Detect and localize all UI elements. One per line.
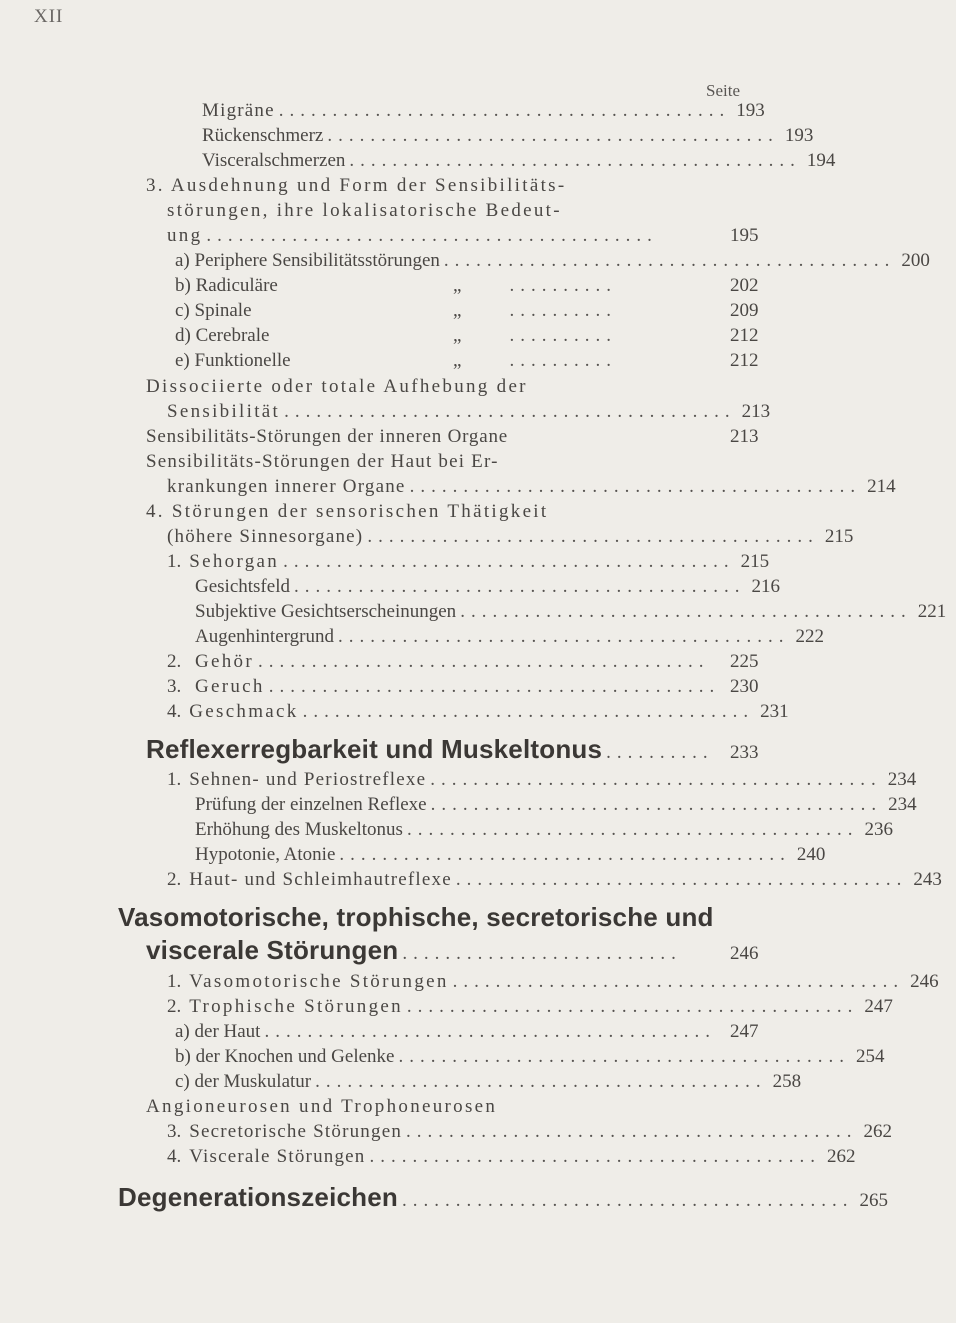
entry-page: 202 — [730, 275, 759, 296]
entry-title: Geschmack — [189, 701, 299, 722]
toc-entry — [175, 250, 930, 272]
toc-entry — [167, 1121, 893, 1143]
entry-title: Sensibilität — [167, 401, 281, 422]
entry-page: 233 — [730, 742, 759, 763]
leader-dots: .......................................... — [339, 844, 791, 865]
entry-page: 209 — [730, 300, 759, 321]
entry-page: 225 — [730, 651, 759, 672]
toc-entry-line: Angioneurosen und Trophoneurosen — [146, 1096, 498, 1117]
toc-entry — [167, 701, 789, 723]
toc-entry-line — [146, 376, 528, 398]
leader-dots: .......................................... — [367, 526, 819, 547]
entry-page: 193 — [784, 125, 814, 146]
entry-number: 3. — [167, 1121, 182, 1142]
entry-page: 212 — [730, 350, 759, 371]
entry-title: Rückenschmerz — [202, 125, 324, 146]
leader-dots: .......................................... — [293, 576, 746, 597]
toc-entry — [167, 769, 917, 791]
entry-page: 240 — [796, 844, 826, 865]
leader-dots: .......................................... — [337, 626, 790, 647]
toc-entry-line — [167, 200, 562, 222]
entry-page: 243 — [913, 869, 942, 890]
leader-dots: .......................................... — [406, 819, 859, 840]
section-heading-line: Vasomotorische, trophische, secretorische und — [118, 902, 714, 932]
leader-dots: .......... — [509, 275, 617, 296]
entry-number: 1. — [167, 551, 182, 572]
entry-title: Gesichtsfeld — [195, 576, 290, 597]
toc-entry — [167, 225, 768, 247]
entry-page: 215 — [740, 551, 770, 572]
leader-dots: .......................................... — [369, 1146, 821, 1167]
leader-dots: .......................................... — [349, 150, 801, 171]
page-column-label: Seite — [706, 81, 740, 100]
entry-title: (höhere Sinnesorgane) — [167, 526, 364, 547]
entry-number: 3. — [146, 175, 165, 196]
leader-dots: .......................................... — [452, 971, 905, 992]
leader-dots: .......... — [509, 350, 617, 371]
entry-page: 234 — [888, 794, 917, 815]
entry-title-line: Sensibilitäts-Störungen der Haut bei Er- — [146, 451, 499, 472]
entry-page: 247 — [864, 996, 893, 1017]
leader-dots: .......................................... — [398, 1046, 850, 1067]
entry-page: 221 — [917, 601, 947, 622]
ditto-mark: „ — [453, 300, 462, 321]
toc-entry — [167, 996, 893, 1018]
leader-dots: .......................................... — [268, 676, 721, 697]
entry-page: 265 — [859, 1190, 888, 1211]
entry-page: 234 — [887, 769, 917, 790]
entry-title: Hypotonie, Atonie — [195, 844, 336, 865]
toc-entry — [175, 325, 768, 347]
toc-entry — [175, 350, 768, 372]
toc-entry-line — [146, 175, 566, 197]
entry-number: 1. — [167, 769, 182, 790]
entry-page: 230 — [730, 676, 759, 697]
entry-page: 258 — [772, 1071, 802, 1092]
toc-entry — [146, 426, 768, 448]
entry-page: 213 — [730, 426, 759, 447]
entry-title-line: störungen, ihre lokalisatorische Bedeut- — [167, 200, 562, 221]
entry-page: 246 — [910, 971, 939, 992]
toc-entry — [195, 576, 780, 598]
heading-title: Degenerationszeichen — [118, 1182, 398, 1212]
leader-dots: .......................................... — [284, 401, 736, 422]
leader-dots: .......................................... — [302, 701, 755, 722]
entry-page: 215 — [824, 526, 854, 547]
entry-title: Visceralschmerzen — [202, 150, 346, 171]
leader-dots: .......... — [509, 300, 617, 321]
toc-entry — [202, 150, 836, 172]
leader-dots: .......................... — [402, 943, 682, 964]
leader-dots: .......................................... — [406, 1121, 858, 1142]
toc-entry — [175, 300, 768, 322]
page-number: XII — [34, 6, 64, 27]
leader-dots: .......................................... — [315, 1071, 767, 1092]
toc-entry — [167, 651, 768, 673]
entry-page: 236 — [864, 819, 893, 840]
toc-entry — [195, 844, 826, 866]
entry-page: 195 — [730, 225, 759, 246]
toc-entry — [167, 551, 768, 573]
heading-title: viscerale Störungen — [146, 935, 399, 965]
heading-title: Reflexerregbarkeit und Muskeltonus — [146, 734, 603, 764]
entry-title: b) der Knochen und Gelenke — [175, 1046, 395, 1067]
entry-title-line: Ausdehnung und Form der Sensibilitäts- — [170, 175, 567, 196]
toc-entry — [167, 1146, 856, 1168]
entry-title: Geruch — [195, 676, 265, 697]
entry-title: Prüfung der einzelnen Reflexe — [195, 794, 427, 815]
entry-title: ung — [167, 225, 203, 246]
section-heading — [118, 1182, 888, 1213]
toc-entry — [175, 1021, 768, 1043]
leader-dots: .......................................... — [406, 996, 859, 1017]
leader-dots: .......................................... — [455, 869, 908, 890]
entry-page: 194 — [806, 150, 836, 171]
entry-page: 262 — [863, 1121, 893, 1142]
entry-page: 213 — [741, 401, 771, 422]
toc-entry — [202, 125, 814, 147]
leader-dots: .......................................... — [401, 1190, 854, 1211]
leader-dots: .......... — [509, 325, 617, 346]
entry-page: 222 — [795, 626, 824, 647]
toc-entry-line — [146, 451, 499, 473]
leader-dots: .......................................... — [206, 225, 658, 246]
entry-number: 2. — [167, 996, 182, 1017]
entry-page: 254 — [855, 1046, 885, 1067]
section-heading — [146, 734, 768, 765]
entry-page: 246 — [730, 943, 759, 964]
entry-page: 212 — [730, 325, 759, 346]
entry-title: d) Cerebrale — [175, 325, 270, 346]
toc-entry — [202, 100, 768, 122]
leader-dots: .......... — [606, 742, 714, 763]
entry-title: Subjektive Gesichtserscheinungen — [195, 601, 457, 622]
ditto-mark: „ — [453, 275, 462, 296]
entry-title: c) Spinale — [175, 300, 252, 321]
entry-title: krankungen innerer Organe — [167, 476, 406, 497]
leader-dots: .......................................... — [278, 100, 731, 121]
entry-title: a) Periphere Sensibilitätsstörungen — [175, 250, 440, 271]
toc-entry — [167, 476, 896, 498]
entry-title: a) der Haut — [175, 1021, 261, 1042]
toc-entry — [175, 1046, 885, 1068]
entry-title: Secretorische Störungen — [189, 1121, 403, 1142]
entry-page: 262 — [827, 1146, 856, 1167]
toc-entry — [175, 1071, 802, 1093]
entry-number: 4. — [167, 701, 182, 722]
ditto-mark: „ — [453, 325, 462, 346]
entry-number: 4. — [146, 501, 165, 522]
toc-entry — [195, 626, 824, 648]
leader-dots: .......................................... — [430, 794, 883, 815]
toc-entry-line — [146, 501, 548, 523]
leader-dots: .......................................... — [430, 769, 882, 790]
entry-page: 231 — [760, 701, 789, 722]
toc-entry — [167, 971, 939, 993]
entry-page: 247 — [730, 1021, 759, 1042]
entry-title: c) der Muskulatur — [175, 1071, 312, 1092]
entry-number: 3. — [167, 676, 182, 697]
entry-title-line: Dissociierte oder totale Aufhebung der — [146, 376, 528, 397]
toc-entry — [195, 794, 917, 816]
entry-title: Migräne — [202, 100, 275, 121]
entry-title: Erhöhung des Muskeltonus — [195, 819, 403, 840]
entry-page: 193 — [736, 100, 765, 121]
toc-entry — [175, 275, 768, 297]
toc-entry — [167, 676, 768, 698]
entry-title: Haut- und Schleimhautreflexe — [189, 869, 452, 890]
toc-entry — [167, 526, 854, 548]
leader-dots: .......................................... — [443, 250, 896, 271]
leader-dots: .......................................... — [327, 125, 779, 146]
leader-dots: .......................................... — [264, 1021, 716, 1042]
ditto-mark: „ — [453, 350, 462, 371]
entry-number: 1. — [167, 971, 182, 992]
entry-title: Sehorgan — [189, 551, 280, 572]
entry-page: 216 — [751, 576, 780, 597]
entry-title: Sehnen- und Periostreflexe — [189, 769, 427, 790]
entry-number: 4. — [167, 1146, 182, 1167]
entry-title: Sensibilitäts-Störungen der inneren Organe — [146, 426, 508, 447]
entry-page: 214 — [867, 476, 896, 497]
toc-entry — [195, 819, 893, 841]
entry-title: b) Radiculäre — [175, 275, 278, 296]
entry-title: Gehör — [195, 651, 254, 672]
entry-page: 200 — [901, 250, 930, 271]
leader-dots: .......................................... — [409, 476, 862, 497]
toc-entry — [167, 401, 771, 423]
section-heading — [146, 935, 768, 966]
entry-title: e) Funktionelle — [175, 350, 291, 371]
toc-entry — [167, 869, 942, 891]
toc-entry — [195, 601, 947, 623]
entry-number: 2. — [167, 869, 182, 890]
leader-dots: .......................................... — [460, 601, 912, 622]
leader-dots: .......................................... — [283, 551, 735, 572]
entry-title: Vasomotorische Störungen — [189, 971, 449, 992]
entry-title: Viscerale Störungen — [189, 1146, 366, 1167]
entry-title: Trophische Störungen — [189, 996, 403, 1017]
entry-title: Augenhintergrund — [195, 626, 334, 647]
entry-number: 2. — [167, 651, 182, 672]
entry-title-line: Störungen der sensorischen Thätigkeit — [171, 501, 549, 522]
leader-dots: .......................................... — [257, 651, 710, 672]
